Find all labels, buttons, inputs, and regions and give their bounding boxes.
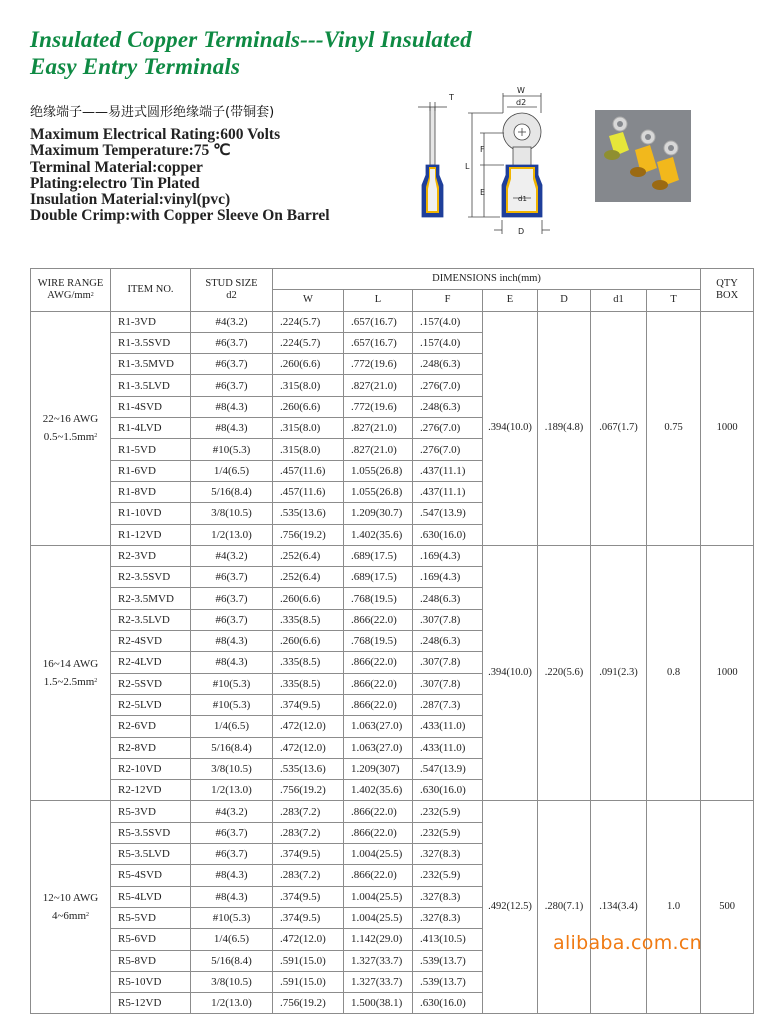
- stud-size-cell: 1/2(13.0): [191, 524, 273, 545]
- dim-L-cell: 1.327(33.7): [344, 950, 413, 971]
- dim-d1-cell: .067(1.7): [591, 311, 647, 545]
- dim-F-cell: .630(16.0): [413, 780, 483, 801]
- stud-size-cell: #8(4.3): [191, 865, 273, 886]
- dim-W-cell: .535(13.6): [273, 503, 344, 524]
- stud-size-cell: 3/8(10.5): [191, 758, 273, 779]
- stud-size-cell: #6(3.7): [191, 588, 273, 609]
- dim-F-cell: .437(11.1): [413, 460, 483, 481]
- header-wire-range-line2: AWG/mm: [47, 289, 91, 301]
- item-no-cell: R2-6VD: [111, 716, 191, 737]
- dim-E-cell: .394(10.0): [483, 311, 538, 545]
- item-no-cell: R2-8VD: [111, 737, 191, 758]
- stud-size-cell: 5/16(8.4): [191, 481, 273, 502]
- header-item-no: ITEM NO.: [111, 269, 191, 312]
- item-no-cell: R5-4LVD: [111, 886, 191, 907]
- header-col-F: F: [413, 290, 483, 311]
- dim-W-cell: .260(6.6): [273, 354, 344, 375]
- dim-L-cell: 1.402(35.6): [344, 524, 413, 545]
- header-stud-size-line1: STUD SIZE: [205, 277, 258, 289]
- dim-F-cell: .248(6.3): [413, 354, 483, 375]
- dim-L-cell: 1.142(29.0): [344, 929, 413, 950]
- dim-L-cell: .689(17.5): [344, 567, 413, 588]
- dim-F-cell: .169(4.3): [413, 567, 483, 588]
- dim-F-cell: .437(11.1): [413, 481, 483, 502]
- spec-item: Terminal Material:copper: [30, 158, 203, 176]
- dim-W-cell: .457(11.6): [273, 460, 344, 481]
- item-no-cell: R2-12VD: [111, 780, 191, 801]
- dim-F-cell: .276(7.0): [413, 439, 483, 460]
- item-no-cell: R1-3.5LVD: [111, 375, 191, 396]
- dim-L-cell: 1.327(33.7): [344, 971, 413, 992]
- dim-L-cell: .866(22.0): [344, 652, 413, 673]
- dim-L-cell: 1.055(26.8): [344, 460, 413, 481]
- label-T: T: [449, 93, 454, 102]
- item-no-cell: R1-8VD: [111, 481, 191, 502]
- item-no-cell: R2-4LVD: [111, 652, 191, 673]
- dim-F-cell: .547(13.9): [413, 758, 483, 779]
- dim-L-cell: .772(19.6): [344, 396, 413, 417]
- dim-L-cell: 1.402(35.6): [344, 780, 413, 801]
- stud-size-cell: #10(5.3): [191, 439, 273, 460]
- dim-D-cell: .220(5.6): [538, 545, 591, 801]
- dim-F-cell: .248(6.3): [413, 588, 483, 609]
- spec-item: Plating:electro Tin Plated: [30, 174, 200, 192]
- dim-L-cell: 1.004(25.5): [344, 844, 413, 865]
- dim-L-cell: .866(22.0): [344, 694, 413, 715]
- dim-F-cell: .539(13.7): [413, 950, 483, 971]
- stud-size-cell: #6(3.7): [191, 609, 273, 630]
- dim-L-cell: .827(21.0): [344, 439, 413, 460]
- item-no-cell: R2-3.5SVD: [111, 567, 191, 588]
- dim-F-cell: .630(16.0): [413, 524, 483, 545]
- item-no-cell: R2-5LVD: [111, 694, 191, 715]
- dim-F-cell: .327(8.3): [413, 844, 483, 865]
- stud-size-cell: #6(3.7): [191, 332, 273, 353]
- item-no-cell: R5-6VD: [111, 929, 191, 950]
- dim-F-cell: .307(7.8): [413, 609, 483, 630]
- dim-F-cell: .276(7.0): [413, 375, 483, 396]
- item-no-cell: R5-3.5LVD: [111, 844, 191, 865]
- header-col-T: T: [647, 290, 701, 311]
- item-no-cell: R1-3VD: [111, 311, 191, 332]
- header-wire-range-line1: WIRE RANGE: [37, 277, 104, 289]
- dim-F-cell: .327(8.3): [413, 907, 483, 928]
- stud-size-cell: #4(3.2): [191, 311, 273, 332]
- item-no-cell: R5-3.5SVD: [111, 822, 191, 843]
- dim-L-cell: .689(17.5): [344, 545, 413, 566]
- dim-L-cell: .866(22.0): [344, 673, 413, 694]
- stud-size-cell: 1/4(6.5): [191, 929, 273, 950]
- header-dimensions: DIMENSIONS inch(mm): [273, 269, 701, 290]
- dim-W-cell: .283(7.2): [273, 865, 344, 886]
- item-no-cell: R5-8VD: [111, 950, 191, 971]
- dim-T-cell: 0.8: [647, 545, 701, 801]
- dim-L-cell: .827(21.0): [344, 418, 413, 439]
- dim-W-cell: .315(8.0): [273, 418, 344, 439]
- dim-F-cell: .630(16.0): [413, 993, 483, 1014]
- dim-F-cell: .307(7.8): [413, 673, 483, 694]
- dim-F-cell: .248(6.3): [413, 396, 483, 417]
- superscript: 2: [94, 433, 98, 440]
- wire-range-awg: 16~14 AWG: [42, 658, 99, 671]
- dim-F-cell: .157(4.0): [413, 332, 483, 353]
- dim-W-cell: .535(13.6): [273, 758, 344, 779]
- item-no-cell: R5-4SVD: [111, 865, 191, 886]
- spec-item: Double Crimp:with Copper Sleeve On Barrel: [30, 207, 330, 225]
- qty-box-cell: 1000: [701, 311, 754, 545]
- dim-W-cell: .374(9.5): [273, 694, 344, 715]
- header-row-1: [31, 269, 754, 290]
- stud-size-cell: #10(5.3): [191, 907, 273, 928]
- stud-size-cell: #4(3.2): [191, 801, 273, 822]
- dim-L-cell: 1.055(26.8): [344, 481, 413, 502]
- stud-size-cell: 1/2(13.0): [191, 780, 273, 801]
- table-row: [31, 801, 754, 822]
- dim-W-cell: .457(11.6): [273, 481, 344, 502]
- dim-L-cell: .866(22.0): [344, 865, 413, 886]
- label-E: E: [480, 188, 486, 197]
- header-col-D: D: [538, 290, 591, 311]
- dim-L-cell: 1.063(27.0): [344, 716, 413, 737]
- dim-L-cell: .866(22.0): [344, 822, 413, 843]
- wire-range-awg: 22~16 AWG: [42, 413, 99, 426]
- item-no-cell: R1-4SVD: [111, 396, 191, 417]
- dim-T-cell: 0.75: [647, 311, 701, 545]
- dim-L-cell: .768(19.5): [344, 588, 413, 609]
- stud-size-cell: #6(3.7): [191, 567, 273, 588]
- dim-F-cell: .248(6.3): [413, 631, 483, 652]
- dim-L-cell: 1.209(30.7): [344, 503, 413, 524]
- spec-item: Maximum Electrical Rating:600 Volts: [30, 126, 281, 143]
- item-no-cell: R5-3VD: [111, 801, 191, 822]
- stud-size-cell: #10(5.3): [191, 694, 273, 715]
- header-col-E: E: [483, 290, 538, 311]
- dim-W-cell: .283(7.2): [273, 822, 344, 843]
- dim-d1-cell: .134(3.4): [591, 801, 647, 1014]
- table-row: [31, 545, 754, 566]
- dim-L-cell: .866(22.0): [344, 801, 413, 822]
- stud-size-cell: 1/2(13.0): [191, 993, 273, 1014]
- item-no-cell: R5-10VD: [111, 971, 191, 992]
- dim-L-cell: 1.004(25.5): [344, 907, 413, 928]
- superscript: 2: [94, 678, 98, 685]
- dim-W-cell: .335(8.5): [273, 673, 344, 694]
- item-no-cell: R2-3.5LVD: [111, 609, 191, 630]
- dim-F-cell: .433(11.0): [413, 716, 483, 737]
- dim-W-cell: .260(6.6): [273, 588, 344, 609]
- item-no-cell: R1-3.5MVD: [111, 354, 191, 375]
- stud-size-cell: #6(3.7): [191, 822, 273, 843]
- dim-L-cell: 1.209(307): [344, 758, 413, 779]
- stud-size-cell: #6(3.7): [191, 375, 273, 396]
- qty-box-cell: 500: [701, 801, 754, 1014]
- stud-size-cell: #8(4.3): [191, 418, 273, 439]
- dim-L-cell: 1.500(38.1): [344, 993, 413, 1014]
- item-no-cell: R1-4LVD: [111, 418, 191, 439]
- dim-W-cell: .252(6.4): [273, 567, 344, 588]
- label-d2: d2: [516, 98, 527, 107]
- table-body: [31, 311, 754, 1014]
- item-no-cell: R1-12VD: [111, 524, 191, 545]
- spec-list: [30, 127, 330, 225]
- item-no-cell: R2-5SVD: [111, 673, 191, 694]
- wire-range-awg: 12~10 AWG: [42, 892, 99, 905]
- spec-item: Insulation Material:vinyl(pvc): [30, 191, 231, 209]
- dim-L-cell: 1.004(25.5): [344, 886, 413, 907]
- dim-T-cell: 1.0: [647, 801, 701, 1014]
- dim-F-cell: .413(10.5): [413, 929, 483, 950]
- dim-F-cell: .232(5.9): [413, 865, 483, 886]
- label-d1: d1: [518, 195, 527, 203]
- label-L: L: [465, 162, 470, 171]
- stud-size-cell: #8(4.3): [191, 886, 273, 907]
- watermark: alibaba.com.cn: [553, 932, 702, 954]
- wire-range-mm2: 4~6mm: [51, 910, 87, 923]
- dim-F-cell: .539(13.7): [413, 971, 483, 992]
- spec-item: Maximum Temperature:75 ℃: [30, 142, 231, 160]
- dim-W-cell: .374(9.5): [273, 886, 344, 907]
- dim-D-cell: .280(7.1): [538, 801, 591, 1014]
- dim-W-cell: .335(8.5): [273, 609, 344, 630]
- item-no-cell: R5-12VD: [111, 993, 191, 1014]
- dim-E-cell: .394(10.0): [483, 545, 538, 801]
- stud-size-cell: #8(4.3): [191, 396, 273, 417]
- qty-box-cell: 1000: [701, 545, 754, 801]
- dim-L-cell: 1.063(27.0): [344, 737, 413, 758]
- stud-size-cell: 5/16(8.4): [191, 950, 273, 971]
- item-no-cell: R2-3VD: [111, 545, 191, 566]
- label-W: W: [517, 86, 525, 95]
- dim-F-cell: .307(7.8): [413, 652, 483, 673]
- header-qty-box: [701, 269, 754, 312]
- page-title-line-1: Insulated Copper Terminals---Vinyl Insulated: [30, 27, 472, 52]
- dim-W-cell: .260(6.6): [273, 396, 344, 417]
- item-no-cell: R1-6VD: [111, 460, 191, 481]
- stud-size-cell: #6(3.7): [191, 354, 273, 375]
- dim-W-cell: .374(9.5): [273, 844, 344, 865]
- dim-W-cell: .283(7.2): [273, 801, 344, 822]
- dim-F-cell: .232(5.9): [413, 801, 483, 822]
- specification-table: [30, 268, 754, 1014]
- dim-F-cell: .157(4.0): [413, 311, 483, 332]
- stud-size-cell: #6(3.7): [191, 844, 273, 865]
- dim-d1-cell: .091(2.3): [591, 545, 647, 801]
- dim-W-cell: .315(8.0): [273, 375, 344, 396]
- header-col-d1: d1: [591, 290, 647, 311]
- dim-W-cell: .472(12.0): [273, 716, 344, 737]
- dim-F-cell: .276(7.0): [413, 418, 483, 439]
- product-photo: [595, 110, 691, 202]
- dim-F-cell: .433(11.0): [413, 737, 483, 758]
- dim-F-cell: .327(8.3): [413, 886, 483, 907]
- stud-size-cell: #8(4.3): [191, 631, 273, 652]
- header-qty-line2: BOX: [716, 289, 739, 301]
- stud-size-cell: 3/8(10.5): [191, 503, 273, 524]
- header-stud-size: [191, 269, 273, 312]
- stud-size-cell: 3/8(10.5): [191, 971, 273, 992]
- superscript: 2: [86, 912, 90, 919]
- dim-W-cell: .756(19.2): [273, 993, 344, 1014]
- dim-W-cell: .315(8.0): [273, 439, 344, 460]
- stud-size-cell: 1/4(6.5): [191, 716, 273, 737]
- item-no-cell: R2-3.5MVD: [111, 588, 191, 609]
- dim-L-cell: .827(21.0): [344, 375, 413, 396]
- chinese-subtitle: 绝缘端子——易进式圆形绝缘端子(带铜套): [30, 105, 275, 120]
- dim-D-cell: .189(4.8): [538, 311, 591, 545]
- wire-range-cell: [31, 311, 111, 545]
- header-col-W: W: [273, 290, 344, 311]
- stud-size-cell: 5/16(8.4): [191, 737, 273, 758]
- terminal-dimension-diagram: [400, 85, 560, 240]
- wire-range-mm2: 1.5~2.5mm: [43, 676, 95, 689]
- header-col-L: L: [344, 290, 413, 311]
- dim-W-cell: .335(8.5): [273, 652, 344, 673]
- dim-W-cell: .591(15.0): [273, 971, 344, 992]
- dim-W-cell: .472(12.0): [273, 929, 344, 950]
- stud-size-cell: #4(3.2): [191, 545, 273, 566]
- item-no-cell: R1-3.5SVD: [111, 332, 191, 353]
- dim-F-cell: .169(4.3): [413, 545, 483, 566]
- stud-size-cell: #8(4.3): [191, 652, 273, 673]
- dim-W-cell: .224(5.7): [273, 332, 344, 353]
- item-no-cell: R2-10VD: [111, 758, 191, 779]
- dim-W-cell: .260(6.6): [273, 631, 344, 652]
- item-no-cell: R1-10VD: [111, 503, 191, 524]
- item-no-cell: R2-4SVD: [111, 631, 191, 652]
- dim-E-cell: .492(12.5): [483, 801, 538, 1014]
- label-F: F: [480, 145, 485, 154]
- dim-W-cell: .224(5.7): [273, 311, 344, 332]
- dim-L-cell: .657(16.7): [344, 332, 413, 353]
- item-no-cell: R5-5VD: [111, 907, 191, 928]
- dim-L-cell: .866(22.0): [344, 609, 413, 630]
- dim-F-cell: .547(13.9): [413, 503, 483, 524]
- header-qty-line1: QTY: [716, 277, 738, 289]
- dim-W-cell: .591(15.0): [273, 950, 344, 971]
- dim-W-cell: .374(9.5): [273, 907, 344, 928]
- stud-size-cell: #10(5.3): [191, 673, 273, 694]
- wire-range-cell: [31, 545, 111, 801]
- dim-L-cell: .772(19.6): [344, 354, 413, 375]
- dim-W-cell: .756(19.2): [273, 780, 344, 801]
- dim-F-cell: .232(5.9): [413, 822, 483, 843]
- dim-L-cell: .768(19.5): [344, 631, 413, 652]
- page-title-line-2: Easy Entry Terminals: [30, 54, 241, 79]
- stud-size-cell: 1/4(6.5): [191, 460, 273, 481]
- table-row: [31, 311, 754, 332]
- wire-range-mm2: 0.5~1.5mm: [43, 431, 95, 444]
- label-D: D: [518, 227, 525, 236]
- header-stud-size-line2: d2: [226, 289, 237, 301]
- dim-W-cell: .756(19.2): [273, 524, 344, 545]
- dim-W-cell: .252(6.4): [273, 545, 344, 566]
- dim-L-cell: .657(16.7): [344, 311, 413, 332]
- dim-F-cell: .287(7.3): [413, 694, 483, 715]
- dim-W-cell: .472(12.0): [273, 737, 344, 758]
- item-no-cell: R1-5VD: [111, 439, 191, 460]
- header-wire-range: WIRE RANGE AWG/$mm^2$: [31, 269, 111, 312]
